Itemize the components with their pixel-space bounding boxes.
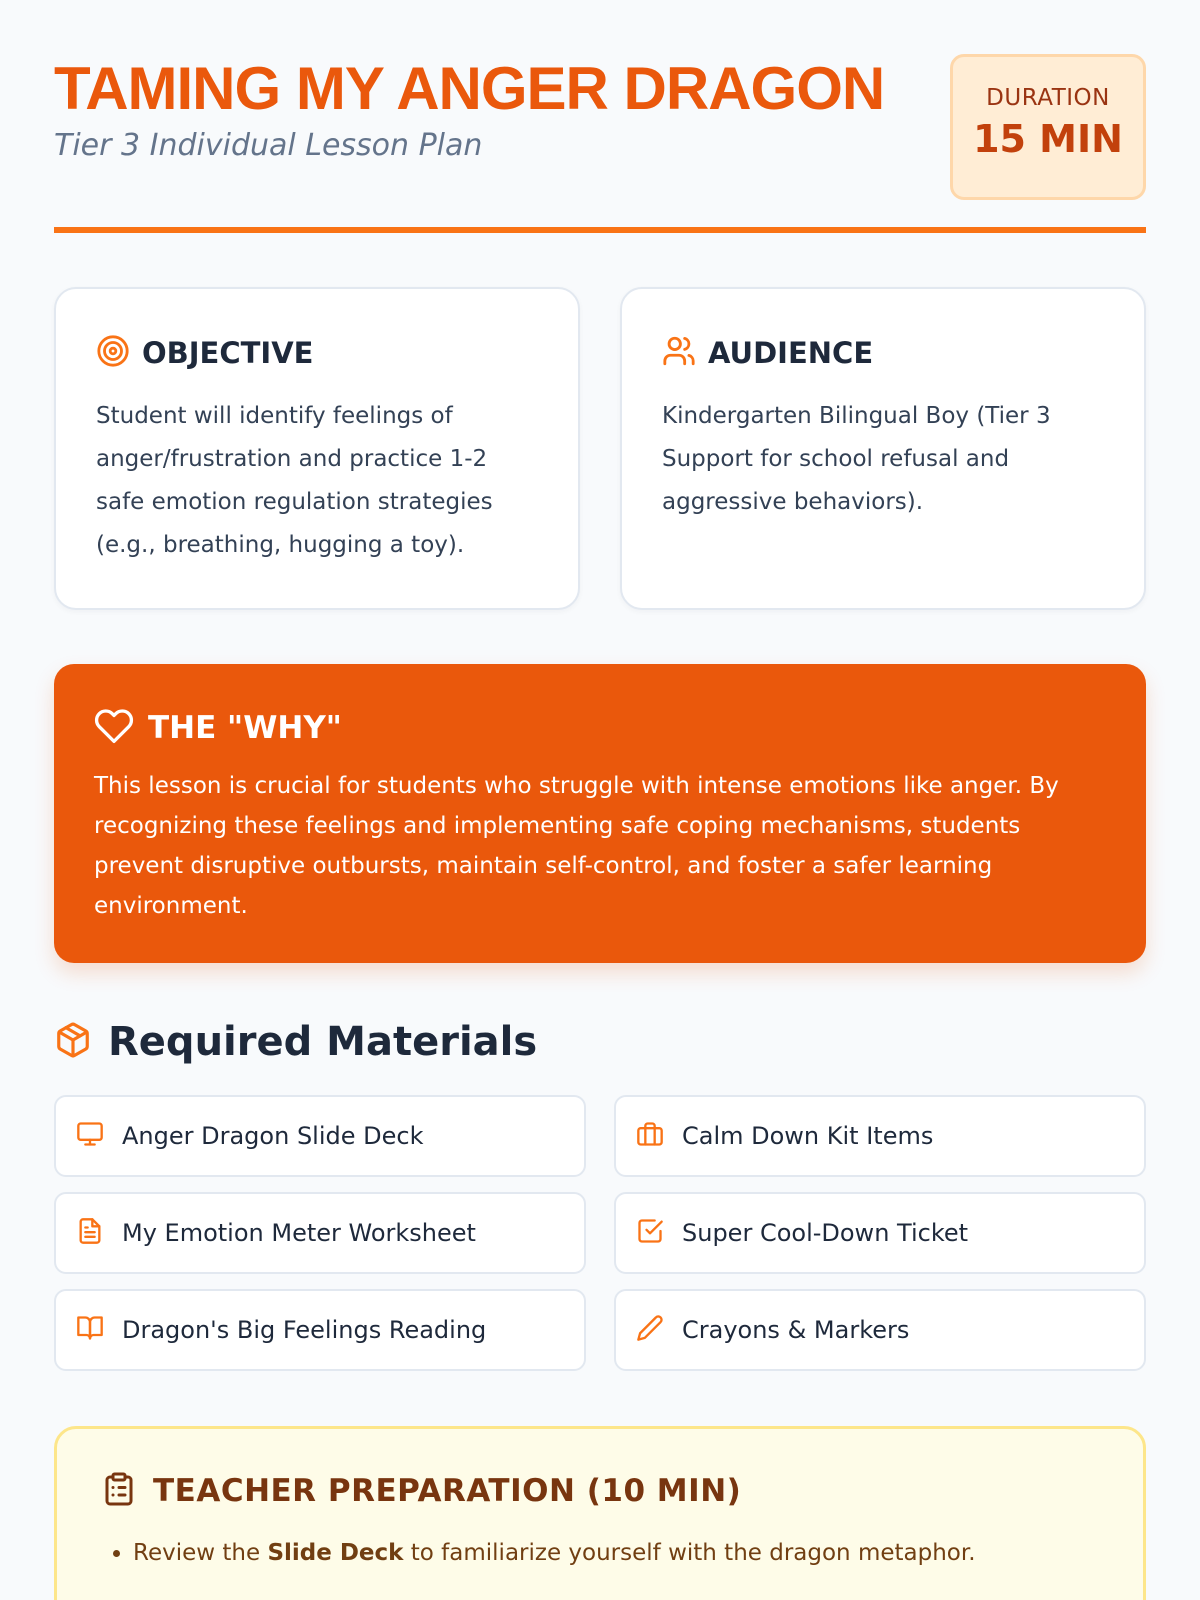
why-text: This lesson is crucial for students who struggle with intense emotions like anger. By recognizing these feelings and implementing safe coping mechanisms, students prevent disruptive outbursts, maintain self-control, and foster a safer learning environment. bbox=[94, 773, 1059, 919]
audience-title: AUDIENCE bbox=[708, 336, 874, 370]
book-open-icon bbox=[76, 1314, 104, 1346]
briefcase-icon bbox=[636, 1120, 664, 1152]
why-title: THE "WHY" bbox=[148, 710, 342, 746]
duration-value: 15 MIN bbox=[973, 117, 1123, 161]
info-cards bbox=[54, 287, 1146, 610]
duration-label: DURATION bbox=[986, 85, 1110, 111]
target-icon bbox=[96, 334, 130, 372]
why-header bbox=[94, 706, 1106, 750]
prep-item-bold: Slide Deck bbox=[267, 1540, 404, 1566]
objective-header bbox=[96, 333, 538, 373]
material-label: Dragon's Big Feelings Reading bbox=[122, 1316, 487, 1344]
material-label: Crayons & Markers bbox=[682, 1316, 910, 1344]
page-subtitle: Tier 3 Individual Lesson Plan bbox=[54, 128, 483, 163]
check-square-icon bbox=[636, 1217, 664, 1249]
material-item bbox=[614, 1095, 1146, 1177]
material-item bbox=[614, 1192, 1146, 1274]
heart-icon bbox=[94, 706, 134, 750]
material-label: Anger Dragon Slide Deck bbox=[122, 1122, 424, 1150]
objective-title: OBJECTIVE bbox=[142, 336, 314, 370]
prep-item bbox=[133, 1533, 1099, 1573]
file-text-icon bbox=[76, 1217, 104, 1249]
objective-card bbox=[54, 287, 580, 610]
materials-title: Required Materials bbox=[108, 1019, 538, 1065]
material-label: Super Cool-Down Ticket bbox=[682, 1219, 969, 1247]
prep-item-text: Review the bbox=[133, 1540, 268, 1566]
materials-header bbox=[54, 1019, 1146, 1065]
monitor-icon bbox=[76, 1120, 104, 1152]
package-icon bbox=[54, 1021, 92, 1063]
users-icon bbox=[662, 334, 696, 372]
objective-text: Student will identify feelings of anger/frustration and practice 1-2 safe emotion regulation strategies (e.g., breathing, hugging a toy). bbox=[96, 403, 493, 558]
duration-badge bbox=[950, 54, 1146, 200]
pencil-icon bbox=[636, 1314, 664, 1346]
teacher-preparation bbox=[54, 1426, 1146, 1600]
clipboard-icon bbox=[101, 1471, 137, 1511]
prep-item-text: to familiarize yourself with the dragon metaphor. bbox=[403, 1540, 976, 1566]
page-title: TAMING MY ANGER DRAGON bbox=[54, 55, 885, 122]
prep-header bbox=[101, 1471, 1099, 1511]
audience-text: Kindergarten Bilingual Boy (Tier 3 Support for school refusal and aggressive behaviors). bbox=[662, 403, 1051, 515]
material-label: Calm Down Kit Items bbox=[682, 1122, 934, 1150]
material-item bbox=[54, 1192, 586, 1274]
material-item bbox=[54, 1095, 586, 1177]
material-item bbox=[54, 1289, 586, 1371]
prep-title: TEACHER PREPARATION (10 MIN) bbox=[153, 1473, 742, 1509]
audience-card bbox=[620, 287, 1146, 610]
why-section bbox=[54, 664, 1146, 963]
header bbox=[54, 0, 1146, 233]
prep-list bbox=[101, 1533, 1099, 1573]
material-item bbox=[614, 1289, 1146, 1371]
materials-list bbox=[54, 1095, 1146, 1371]
material-label: My Emotion Meter Worksheet bbox=[122, 1219, 476, 1247]
audience-header bbox=[662, 333, 1104, 373]
